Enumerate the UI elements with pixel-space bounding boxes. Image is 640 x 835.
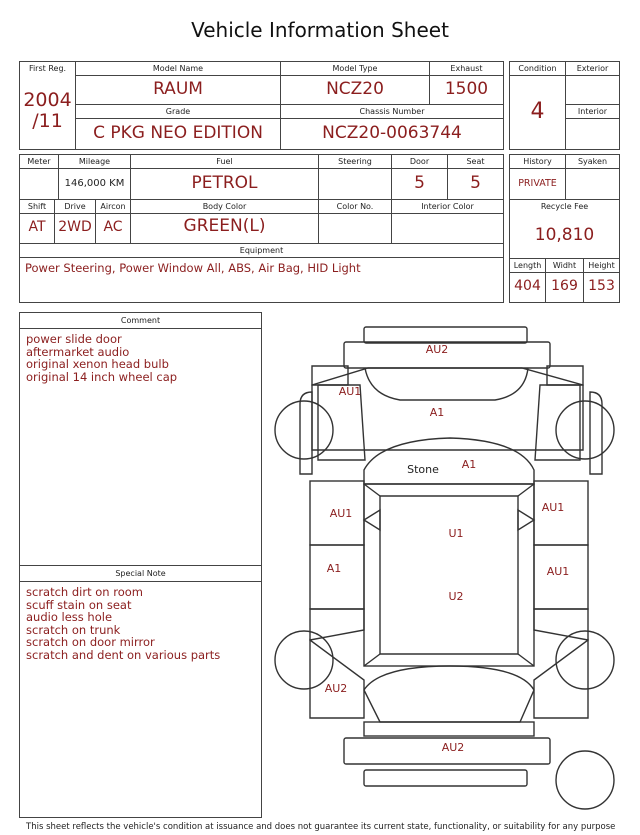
mark-roof-rear: U2	[448, 590, 464, 603]
shift-value: AT	[28, 219, 46, 235]
comment-header: Comment	[20, 313, 261, 329]
syaken-label: Syaken	[577, 157, 608, 166]
interior-color-label: Interior Color	[421, 202, 474, 211]
roof-corners	[364, 484, 534, 666]
seat-label: Seat	[466, 157, 485, 166]
trunk	[364, 722, 534, 736]
special-note-line: scratch dirt on room	[26, 585, 143, 599]
mark-roof-front: U1	[448, 527, 464, 540]
mark-windshield-a1: A1	[461, 458, 477, 471]
condition-value: 4	[530, 99, 545, 124]
left-front-side	[300, 392, 312, 474]
mark-windshield-stone: Stone	[407, 463, 439, 476]
right-mirror	[518, 510, 534, 530]
height-value: 153	[588, 278, 615, 294]
interior-label: Interior	[577, 107, 608, 116]
hood-line	[365, 368, 528, 400]
model-name-value: RAUM	[153, 79, 203, 99]
body-color-label: Body Color	[202, 202, 247, 211]
comment-line: original 14 inch wheel cap	[26, 369, 178, 384]
grade-label: Grade	[165, 107, 191, 116]
mark-left-front-door: AU1	[329, 507, 353, 520]
shift-label: Shift	[27, 202, 47, 211]
model-name-label: Model Name	[152, 64, 204, 73]
door-value: 5	[414, 173, 425, 193]
comment-line: power slide door	[26, 332, 122, 346]
special-note-line: scuff stain on seat	[26, 597, 132, 612]
exhaust-value: 1500	[444, 79, 489, 99]
recycle-fee-label: Recycle Fee	[540, 202, 589, 211]
first-reg-label: First Reg.	[28, 64, 67, 73]
mark-rear-left-corner: AU2	[324, 682, 348, 695]
mileage-label: Mileage	[78, 157, 111, 166]
front-right-wheel-icon	[556, 401, 614, 459]
special-note-header: Special Note	[20, 566, 261, 582]
page-title: Vehicle Information Sheet	[191, 18, 449, 42]
left-mirror	[364, 510, 380, 530]
chassis-value: NCZ20-0063744	[322, 123, 462, 143]
roof	[380, 496, 518, 654]
chassis-label: Chassis Number	[359, 107, 425, 116]
fuel-value: PETROL	[191, 173, 258, 193]
width-value: 169	[551, 278, 578, 294]
steering-label: Steering	[338, 157, 372, 166]
equipment-label: Equipment	[239, 246, 284, 255]
cabin-outline	[364, 484, 534, 666]
left-rear-body	[310, 640, 364, 718]
door-label: Door	[409, 157, 430, 166]
mark-rear-bumper: AU2	[441, 741, 465, 754]
special-note-line: audio less hole	[26, 610, 113, 624]
mark-right-front-door: AU1	[541, 501, 565, 514]
equipment-value: Power Steering, Power Window All, ABS, Air Bag, HID Light	[25, 261, 361, 275]
rear-window	[364, 666, 534, 722]
front-left-wheel-icon	[275, 401, 333, 459]
seat-value: 5	[470, 173, 481, 193]
first-reg-year: 2004	[23, 89, 72, 111]
right-front-side	[590, 392, 602, 474]
color-no-label: Color No.	[336, 202, 374, 211]
model-type-value: NCZ20	[326, 79, 384, 99]
condition-label: Condition	[518, 64, 557, 73]
windshield	[364, 438, 534, 484]
mileage-value: 146,000 KM	[64, 178, 125, 189]
mark-front-left-corner: AU1	[338, 385, 362, 398]
height-label: Height	[588, 261, 615, 270]
aircon-label: Aircon	[100, 202, 126, 211]
special-note-line: scratch on door mirror	[26, 635, 155, 649]
spare-wheel-icon	[556, 751, 614, 809]
history-value: PRIVATE	[518, 178, 557, 189]
model-type-label: Model Type	[332, 64, 378, 73]
grade-value: C PKG NEO EDITION	[93, 123, 263, 143]
front-bumper-bar	[364, 327, 527, 343]
comment-line: aftermarket audio	[26, 344, 130, 359]
length-label: Length	[513, 261, 542, 270]
rear-bumper-bar	[364, 770, 527, 786]
special-note-line: scratch and dent on various parts	[26, 647, 221, 662]
mark-front-bumper: AU2	[425, 343, 449, 356]
right-rear-body	[534, 640, 588, 718]
drive-label: Drive	[64, 202, 86, 211]
body-color-value: GREEN(L)	[183, 216, 266, 236]
exhaust-label: Exhaust	[450, 64, 483, 73]
length-value: 404	[514, 278, 541, 294]
mark-left-rear-door: A1	[326, 562, 342, 575]
mark-hood: A1	[429, 406, 445, 419]
drive-value: 2WD	[58, 219, 92, 235]
meter-label: Meter	[27, 157, 51, 166]
history-label: History	[523, 157, 552, 166]
front-right-headlight	[547, 366, 583, 385]
comment-line: original xenon head bulb	[26, 357, 169, 371]
left-rear-door	[310, 545, 364, 609]
rear-left-wheel-icon	[275, 631, 333, 689]
width-label: Widht	[552, 261, 577, 270]
recycle-fee-value: 10,810	[534, 225, 595, 245]
first-reg-month: /11	[32, 110, 63, 132]
right-rear-quarter	[534, 609, 588, 640]
aircon-value: AC	[103, 219, 123, 235]
fuel-label: Fuel	[216, 157, 233, 166]
exterior-label: Exterior	[576, 64, 609, 73]
disclaimer-footer: This sheet reflects the vehicle's condition at issuance and does not guarantee its current state, functionality, or suitability for any purpose	[26, 822, 616, 832]
special-note-line: scratch on trunk	[26, 622, 121, 637]
mark-right-rear-door: AU1	[546, 565, 570, 578]
